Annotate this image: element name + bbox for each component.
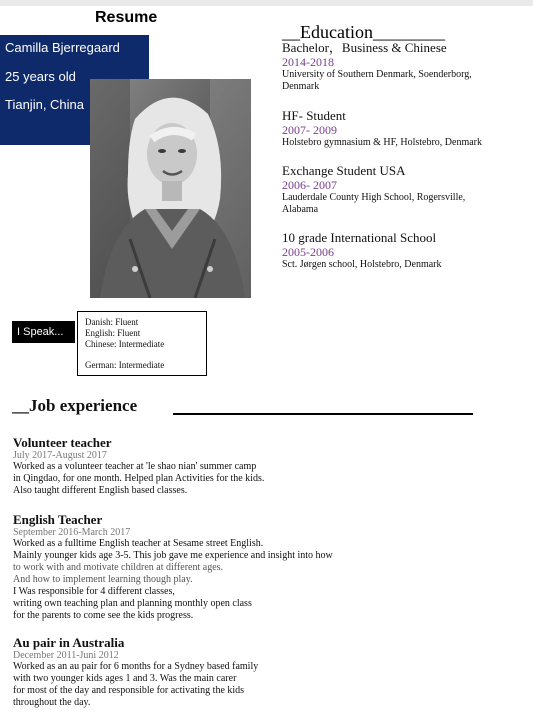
language-item: Chinese: Intermediate <box>85 339 165 349</box>
job-entry <box>13 435 453 497</box>
job-description-line: in Qingdao, for one month. Helped plan Activities for the kids. <box>13 473 265 484</box>
education-years: 2007- 2009 <box>282 123 337 137</box>
job-experience-heading: __Job experience <box>12 396 138 415</box>
job-dates: September 2016-March 2017 <box>13 527 131 538</box>
job-description-line: Worked as an au pair for 6 months for a Sydney based family <box>13 661 259 672</box>
language-item: German: Intermediate <box>85 360 165 370</box>
education-school: Sct. Jørgen school, Holstebro, Denmark <box>282 259 442 270</box>
languages-label: I Speak... <box>12 321 75 343</box>
job-title: English Teacher <box>13 512 103 527</box>
education-degree: 10 grade International School <box>282 230 437 245</box>
job-entry <box>13 635 453 709</box>
education-entry <box>282 230 527 271</box>
job-description-line: Also taught different English based classes. <box>13 485 188 496</box>
language-item: Danish: Fluent <box>85 317 139 327</box>
job-entry <box>13 512 453 622</box>
education-school: Holstebro gymnasium & HF, Holstebro, Denmark <box>282 137 483 148</box>
education-degree: HF- Student <box>282 108 346 123</box>
portrait-image <box>90 79 251 298</box>
top-strip <box>0 0 533 6</box>
education-entry <box>282 108 527 149</box>
education-entry <box>282 40 527 93</box>
job-dates: December 2011-Juni 2012 <box>13 650 119 661</box>
job-description-line: Worked as a fulltime English teacher at Sesame street English. <box>13 538 264 549</box>
job-description-line: for the parents to come see the kids progress. <box>13 610 194 621</box>
profile-name: Camilla Bjerregaard <box>5 40 120 55</box>
profile-age: 25 years old <box>5 69 76 84</box>
job-heading-rule <box>173 413 473 415</box>
education-degree: Exchange Student USA <box>282 163 406 178</box>
job-description-line: Mainly younger kids age 3-5. This job gave me experience and insight into how <box>13 550 333 561</box>
resume-title: Resume <box>95 9 158 26</box>
education-degree: Bachelor，Business & Chinese <box>282 40 447 55</box>
job-description-line: writing own teaching plan and planning monthly open class <box>13 598 252 609</box>
education-years: 2014-2018 <box>282 55 334 69</box>
job-description-line: Worked as a volunteer teacher at 'le shao nian' summer camp <box>13 461 257 472</box>
education-school: Lauderdale County High School, Rogersville, <box>282 192 466 203</box>
job-description-line: with two younger kids ages 1 and 3. Was the main carer <box>13 673 237 684</box>
language-item: English: Fluent <box>85 328 141 338</box>
profile-location: Tianjin, China <box>5 97 85 112</box>
education-heading: __Education________ <box>282 22 445 42</box>
job-title: Volunteer teacher <box>13 435 112 450</box>
education-entry <box>282 163 527 216</box>
education-years: 2006- 2007 <box>282 178 337 192</box>
job-title: Au pair in Australia <box>13 635 125 650</box>
job-dates: July 2017-August 2017 <box>13 450 107 461</box>
job-description-line: to work with and motivate children at different ages. <box>13 562 224 573</box>
education-school: University of Southern Denmark, Soenderborg, <box>282 69 472 80</box>
job-description-line: for most of the day and responsible for activating the kids <box>13 685 245 696</box>
education-school: Denmark <box>282 81 320 92</box>
education-years: 2005-2006 <box>282 245 334 259</box>
job-description-line: throughout the day. <box>13 697 91 708</box>
job-description-line: And how to implement learning though play. <box>13 574 193 585</box>
profile-photo <box>90 79 251 298</box>
education-school: Alabama <box>282 204 319 215</box>
job-description-line: I Was responsible for 4 different classes, <box>13 586 175 597</box>
languages-box <box>77 311 207 376</box>
